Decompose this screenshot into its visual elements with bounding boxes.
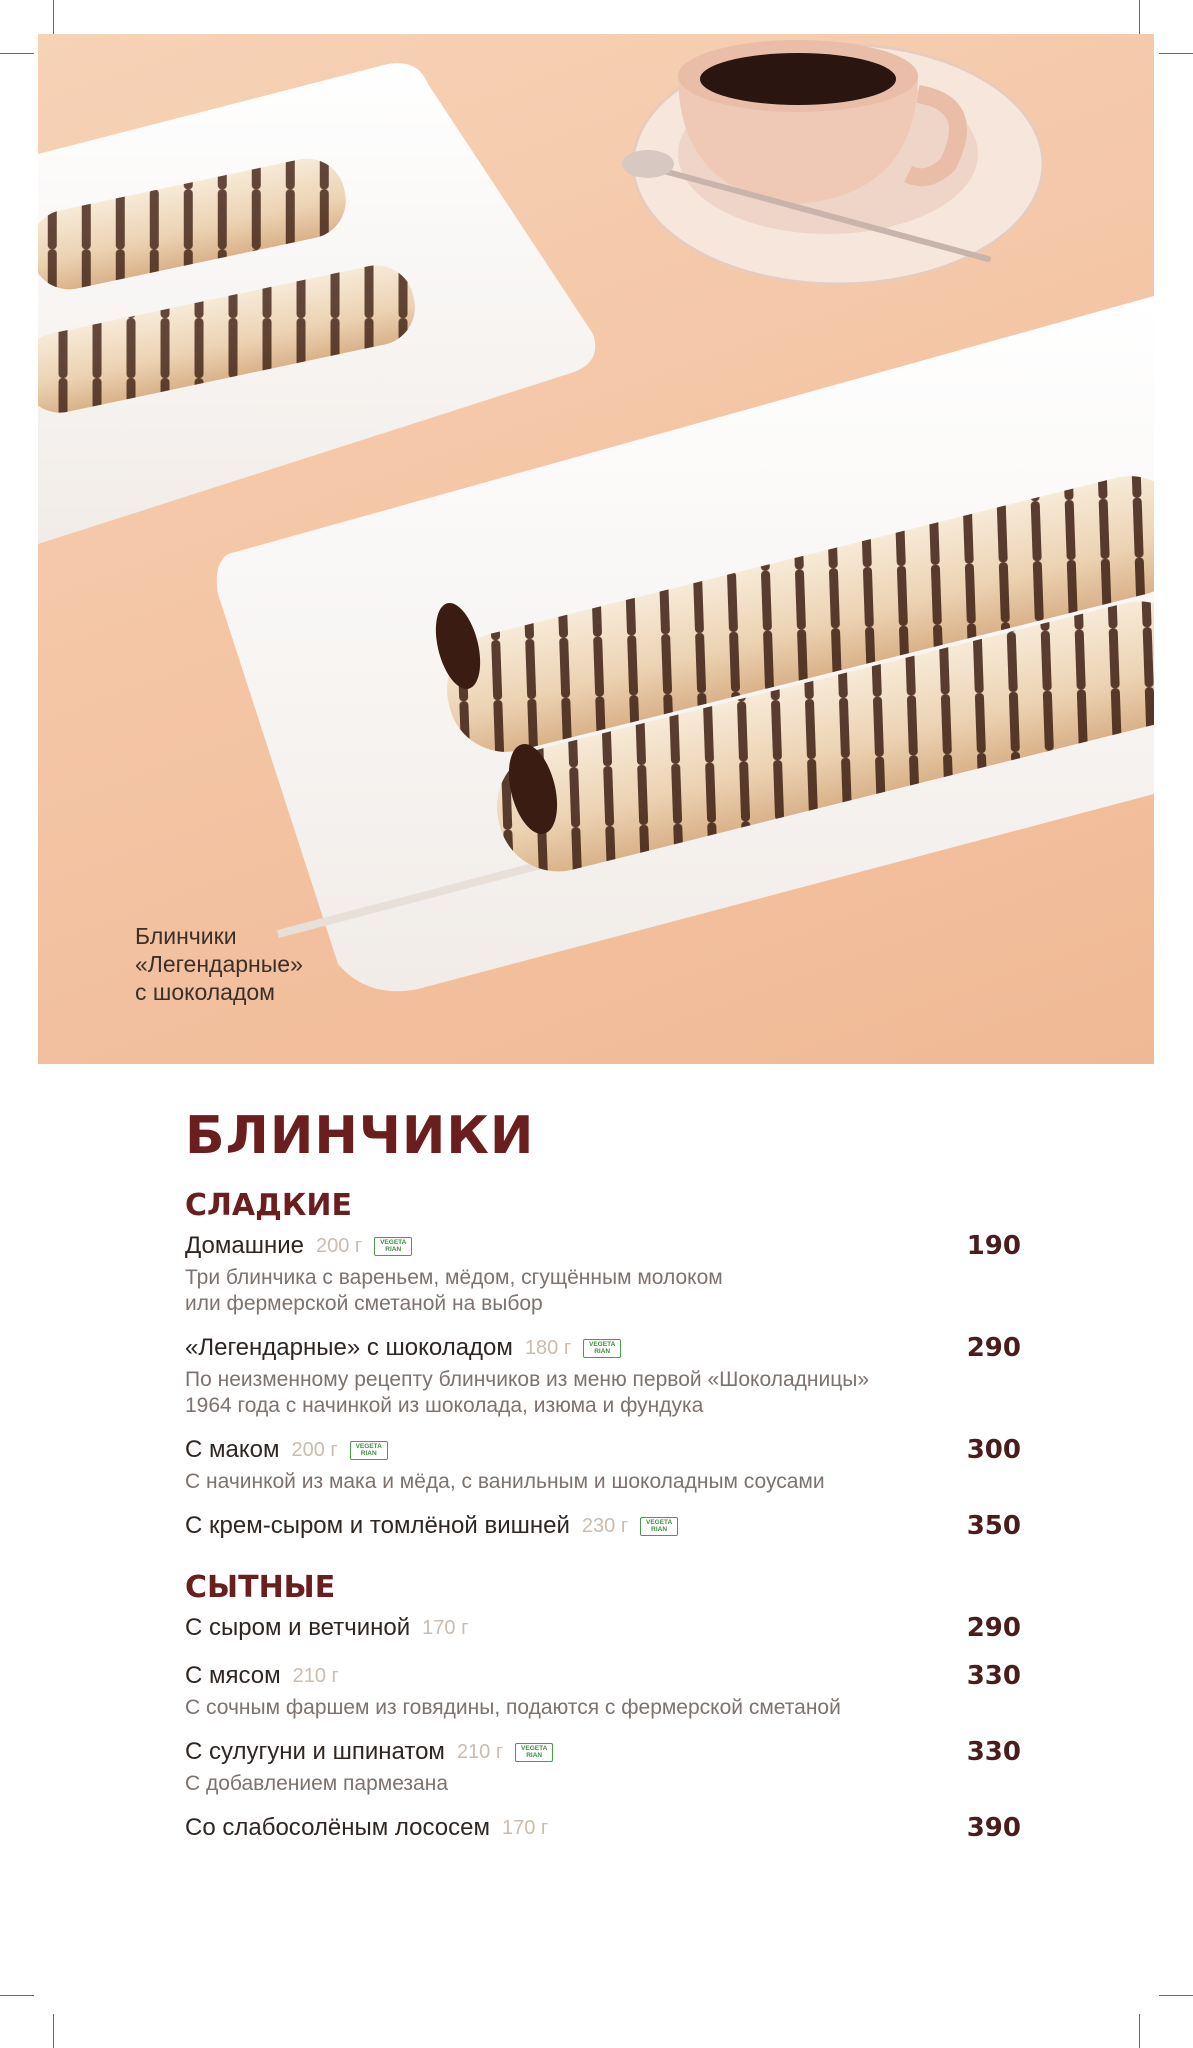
vegetarian-badge-line: RIAN — [526, 1752, 543, 1759]
vegetarian-badge-line: VEGETA — [589, 1341, 616, 1348]
menu-item — [185, 1659, 1025, 1721]
item-price: 290 — [966, 1613, 1021, 1643]
crop-mark — [53, 2014, 54, 2048]
vegetarian-badge-icon — [350, 1441, 388, 1460]
item-name: С мясом — [185, 1662, 281, 1689]
crop-mark — [1159, 53, 1193, 54]
vegetarian-badge-line: VEGETA — [646, 1519, 673, 1526]
menu-item — [185, 1735, 1025, 1797]
menu-item — [185, 1331, 1025, 1419]
item-weight: 170 г — [422, 1616, 469, 1639]
sweet-items-list — [185, 1229, 1025, 1543]
menu-item — [185, 1433, 1025, 1495]
menu-item — [185, 1811, 1025, 1845]
vegetarian-badge-line: RIAN — [651, 1526, 668, 1533]
crop-mark — [1139, 0, 1140, 34]
crop-mark — [1139, 2014, 1140, 2048]
item-description: Три блинчика с вареньем, мёдом, сгущённым молоком или фермерской сметаной на выбор — [185, 1266, 723, 1315]
item-name: Со слабосолёным лососем — [185, 1814, 490, 1841]
crop-mark — [53, 0, 54, 34]
subsection-title-sweet: СЛАДКИЕ — [185, 1188, 352, 1223]
menu-item-row — [185, 1331, 1025, 1365]
photo-caption: Блинчики «Легендарные» с шоколадом — [135, 923, 303, 1005]
item-description: С добавлением пармезана — [185, 1772, 449, 1795]
vegetarian-badge-icon — [583, 1339, 621, 1358]
vegetarian-badge-line: VEGETA — [521, 1745, 548, 1752]
item-weight: 180 г — [524, 1336, 572, 1359]
item-weight: 170 г — [502, 1816, 549, 1839]
item-price: 330 — [966, 1661, 1021, 1691]
menu-item — [185, 1229, 1025, 1317]
menu-item-row — [185, 1659, 1025, 1693]
pancakes-illustration — [38, 34, 1154, 1064]
item-price: 330 — [966, 1737, 1021, 1767]
crop-mark — [1159, 1995, 1193, 1996]
subsection-title-savory: СЫТНЫЕ — [185, 1570, 336, 1605]
menu-title: БЛИНЧИКИ — [185, 1106, 535, 1166]
item-price: 290 — [966, 1333, 1021, 1363]
menu-item — [185, 1509, 1025, 1543]
vegetarian-badge-line: RIAN — [594, 1348, 611, 1355]
item-name: «Легендарные» с шоколадом — [185, 1334, 513, 1361]
menu-item-row — [185, 1735, 1025, 1769]
vegetarian-badge-line: VEGETA — [355, 1443, 382, 1450]
menu-item-row — [185, 1509, 1025, 1543]
item-weight: 200 г — [291, 1438, 338, 1461]
vegetarian-badge-icon — [515, 1743, 553, 1762]
vegetarian-badge-icon — [640, 1517, 678, 1536]
item-weight: 210 г — [292, 1664, 339, 1687]
item-description: С начинкой из мака и мёда, с ванильным и шоколадным соусами — [185, 1470, 825, 1493]
item-name: Домашние — [185, 1232, 304, 1259]
item-price: 390 — [966, 1813, 1021, 1843]
item-name: С сыром и ветчиной — [185, 1614, 411, 1641]
savory-items-list — [185, 1611, 1025, 1845]
item-price: 300 — [966, 1435, 1021, 1465]
crop-mark — [0, 53, 34, 54]
item-description: По неизменному рецепту блинчиков из меню первой «Шоколадницы» 1964 года с начинкой из шоколада, изюма и фундука — [185, 1368, 870, 1417]
hero-photo — [38, 34, 1154, 1064]
item-weight: 210 г — [456, 1740, 504, 1763]
menu-item-row — [185, 1433, 1025, 1467]
item-name: С крем-сыром и томлёной вишней — [185, 1512, 570, 1539]
item-description: С сочным фаршем из говядины, подаются с фермерской сметаной — [185, 1696, 841, 1719]
item-weight: 200 г — [315, 1234, 363, 1257]
vegetarian-badge-line: RIAN — [360, 1450, 377, 1457]
item-price: 350 — [966, 1511, 1021, 1541]
item-name: С маком — [185, 1436, 280, 1463]
menu-item-row — [185, 1229, 1025, 1263]
item-weight: 230 г — [581, 1514, 629, 1537]
vegetarian-badge-icon — [374, 1237, 412, 1256]
crop-mark — [0, 1995, 34, 1996]
item-price: 190 — [966, 1231, 1021, 1261]
menu-item-row — [185, 1811, 1025, 1845]
item-name: С сулугуни и шпинатом — [185, 1738, 445, 1765]
menu-item-row — [185, 1611, 1025, 1645]
menu-section — [185, 1105, 1025, 1859]
menu-item — [185, 1611, 1025, 1645]
vegetarian-badge-line: VEGETA — [380, 1239, 407, 1246]
vegetarian-badge-line: RIAN — [385, 1246, 402, 1253]
